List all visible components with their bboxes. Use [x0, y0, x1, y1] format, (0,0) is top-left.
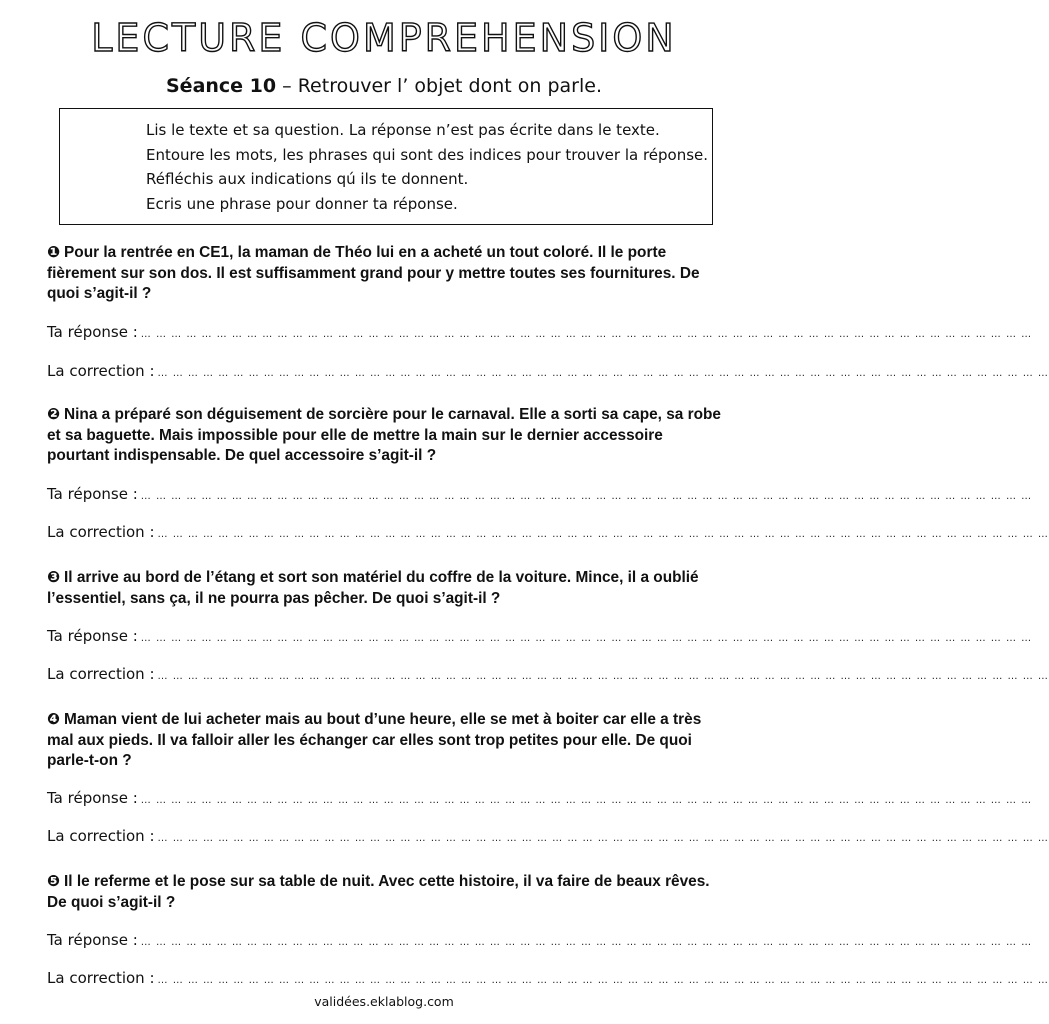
correction-label: La correction : — [47, 969, 155, 987]
seance-number: Séance 10 — [166, 75, 277, 97]
page-title: LECTURE COMPREHENSION — [91, 16, 677, 60]
instruction-line: Réfléchis aux indications qú ils te donnent. — [146, 170, 469, 188]
dotted-line: … … … … … … … … … … … … … … … … … … … … … … … … … … … … … … … … … … … … … … … … … … … … … … … … … … … … … … … … … … … — [157, 975, 1049, 986]
correction-line-5[interactable] — [47, 967, 1049, 992]
question-number-3: ❸ — [47, 568, 61, 586]
question-text-3: Il arrive au bord de l’étang et sort son matériel du coffre de la voiture. Mince, il a oublié l’essentiel, sans ça, il ne pourra pas pêcher. De quoi s’agit-il ? — [47, 569, 699, 607]
instructions-box — [59, 108, 713, 225]
question-number-4: ❹ — [47, 710, 61, 728]
dotted-line: … … … … … … … … … … … … … … … … … … … … … … … … … … … … … … … … … … … … … … … … … … … … … … … … … … … … … … … … … … … — [157, 833, 1049, 844]
correction-line-3[interactable] — [47, 663, 1049, 688]
dotted-line: … … … … … … … … … … … … … … … … … … … … … … … … … … … … … … … … … … … … … … … … … … … … … … … … … … … … … … … … … … … — [157, 671, 1049, 682]
seance-title: – Retrouver l’ objet dont on parle. — [276, 75, 602, 97]
dotted-line: … … … … … … … … … … … … … … … … … … … … … … … … … … … … … … … … … … … … … … … … … … … … … … … … … … … … … … … … … … … — [140, 329, 1033, 340]
answer-label: Ta réponse : — [47, 789, 138, 807]
instruction-line: Lis le texte et sa question. La réponse n’est pas écrite dans le texte. — [146, 121, 660, 139]
answer-label: Ta réponse : — [47, 931, 138, 949]
correction-label: La correction : — [47, 827, 155, 845]
correction-label: La correction : — [47, 523, 155, 541]
instruction-line: Ecris une phrase pour donner ta réponse. — [146, 194, 458, 213]
page-subtitle — [0, 72, 768, 100]
question-text-4: Maman vient de lui acheter mais au bout d’une heure, elle se met à boiter car elle a très mal aux pieds. Il va falloir aller les échanger car elles sont trop petites pour elle. De quoi parle-t-on ? — [47, 711, 702, 769]
answer-line-1[interactable] — [47, 321, 1033, 346]
correction-line-1[interactable] — [47, 360, 1049, 385]
answer-line-4[interactable] — [47, 787, 1033, 812]
question-4 — [47, 709, 727, 772]
question-text-2: Nina a préparé son déguisement de sorcière pour le carnaval. Elle a sorti sa cape, sa robe et sa baguette. Mais impossible pour elle de mettre la main sur le dernier accessoire pourtant indispensable. De quel accessoire s’agit-il ? — [47, 406, 721, 464]
instruction-line: Entoure les mots, les phrases qui sont des indices pour trouver la réponse. — [146, 145, 709, 164]
dotted-line: … … … … … … … … … … … … … … … … … … … … … … … … … … … … … … … … … … … … … … … … … … … … … … … … … … … … … … … … … … … — [140, 795, 1033, 806]
question-text-1: Pour la rentrée en CE1, la maman de Théo lui en a acheté un tout coloré. Il le porte fièrement sur son dos. Il est suffisamment grand pour y mettre toutes ses fournitures. De quoi s’agit-il ? — [47, 244, 700, 302]
footer-site: validées.eklablog.com — [314, 994, 454, 1009]
question-number-2: ❷ — [47, 405, 61, 423]
question-3 — [47, 567, 727, 609]
correction-label: La correction : — [47, 362, 155, 380]
question-2 — [47, 404, 727, 467]
question-text-5: Il le referme et le pose sur sa table de nuit. Avec cette histoire, il va faire de beaux rêves. De quoi s’agit-il ? — [47, 873, 710, 911]
correction-label: La correction : — [47, 665, 155, 683]
answer-label: Ta réponse : — [47, 485, 138, 503]
dotted-line: … … … … … … … … … … … … … … … … … … … … … … … … … … … … … … … … … … … … … … … … … … … … … … … … … … … … … … … … … … … — [157, 529, 1049, 540]
answer-label: Ta réponse : — [47, 627, 138, 645]
answer-line-2[interactable] — [47, 483, 1033, 508]
correction-line-4[interactable] — [47, 825, 1049, 850]
question-number-5: ❺ — [47, 872, 61, 890]
correction-line-2[interactable] — [47, 521, 1049, 546]
answer-line-3[interactable] — [47, 625, 1033, 650]
dotted-line: … … … … … … … … … … … … … … … … … … … … … … … … … … … … … … … … … … … … … … … … … … … … … … … … … … … … … … … … … … … — [157, 368, 1049, 379]
answer-label: Ta réponse : — [47, 323, 138, 341]
dotted-line: … … … … … … … … … … … … … … … … … … … … … … … … … … … … … … … … … … … … … … … … … … … … … … … … … … … … … … … … … … … — [140, 937, 1033, 948]
dotted-line: … … … … … … … … … … … … … … … … … … … … … … … … … … … … … … … … … … … … … … … … … … … … … … … … … … … … … … … … … … … — [140, 633, 1033, 644]
question-5 — [47, 871, 727, 913]
question-1 — [47, 242, 727, 305]
answer-line-5[interactable] — [47, 929, 1033, 954]
dotted-line: … … … … … … … … … … … … … … … … … … … … … … … … … … … … … … … … … … … … … … … … … … … … … … … … … … … … … … … … … … … — [140, 491, 1033, 502]
question-number-1: ❶ — [47, 243, 61, 261]
